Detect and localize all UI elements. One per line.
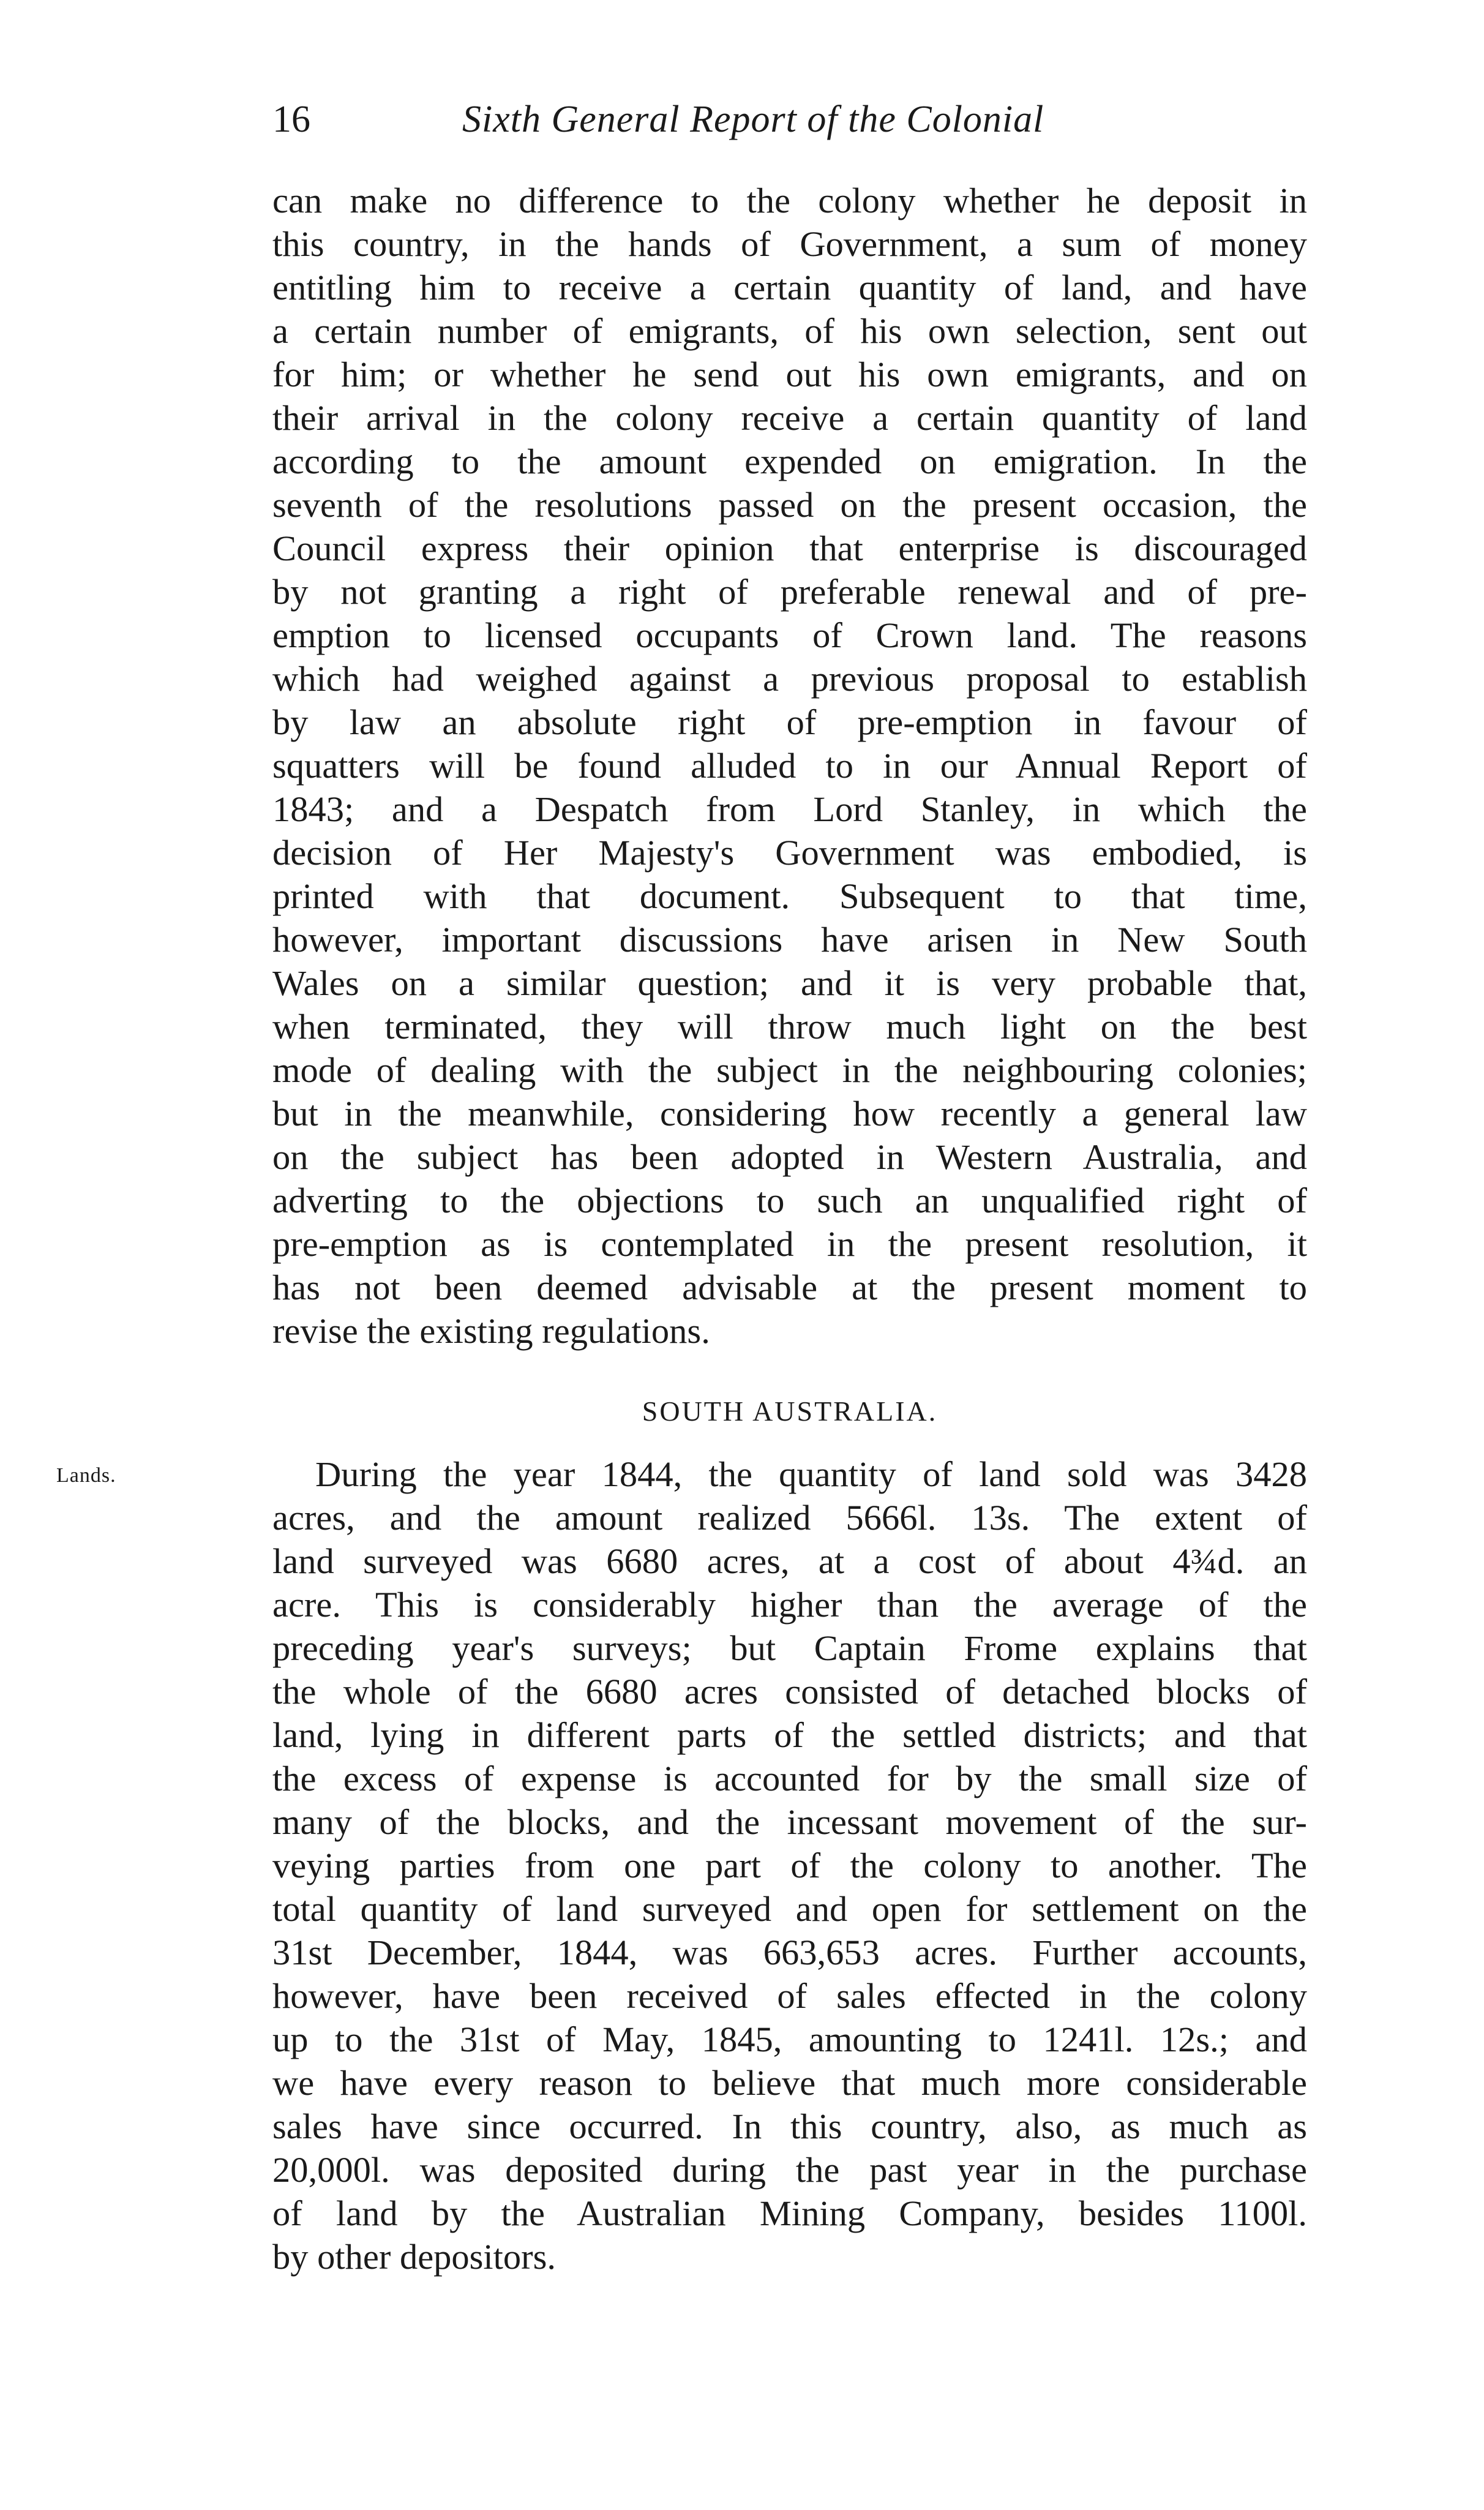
text-line: mode of dealing with the subject in the neighbouring colonies; — [272, 1050, 1307, 1090]
text-line: preceding year's surveys; but Captain Frome explains that — [272, 1628, 1307, 1668]
text-line: sales have since occurred. In this country, also, as much as — [272, 2106, 1307, 2146]
text-line: for him; or whether he send out his own emigrants, and on — [272, 355, 1307, 394]
text-line: printed with that document. Subsequent to that time, — [272, 876, 1307, 916]
text-line: by not granting a right of preferable renewal and of pre- — [272, 572, 1307, 612]
text-line: squatters will be found alluded to in our Annual Report of — [272, 746, 1307, 786]
text-line: pre-emption as is contemplated in the present resolution, it — [272, 1224, 1307, 1264]
text-line: 1843; and a Despatch from Lord Stanley, in which the — [272, 789, 1307, 829]
running-head — [272, 92, 1307, 147]
text-line: of land by the Australian Mining Company, besides 1100l. — [272, 2193, 1307, 2233]
text-line: up to the 31st of May, 1845, amounting to 1241l. 12s.; and — [272, 2020, 1307, 2059]
text-line: decision of Her Majesty's Government was embodied, is — [272, 833, 1307, 873]
text-line: their arrival in the colony receive a certain quantity of land — [272, 398, 1307, 438]
text-line: on the subject has been adopted in Western Australia, and — [272, 1137, 1307, 1177]
running-title: Sixth General Report of the Colonial — [462, 99, 1044, 140]
text-line: entitling him to receive a certain quantity of land, and have — [272, 268, 1307, 307]
text-line: the excess of expense is accounted for by the small size of — [272, 1759, 1307, 1798]
text-line: emption to licensed occupants of Crown land. The reasons — [272, 615, 1307, 655]
margin-note: Lands. — [56, 1464, 116, 1487]
text-line: acre. This is considerably higher than the average of the — [272, 1585, 1307, 1625]
paragraph-south-australia — [272, 1452, 1307, 2279]
text-line: can make no difference to the colony whether he deposit in — [272, 181, 1307, 220]
text-line: when terminated, they will throw much light on the best — [272, 1007, 1307, 1046]
text-line: we have every reason to believe that much more considerable — [272, 2063, 1307, 2103]
page-number: 16 — [272, 99, 310, 140]
text-line: land, lying in different parts of the settled districts; and that — [272, 1715, 1307, 1755]
text-line: total quantity of land surveyed and open for settlement on the — [272, 1889, 1307, 1929]
text-line: has not been deemed advisable at the present moment to — [272, 1268, 1307, 1307]
section-heading: SOUTH AUSTRALIA. — [642, 1396, 938, 1427]
paragraph-continued — [272, 179, 1307, 1353]
text-line: however, have been received of sales effected in the colony — [272, 1976, 1307, 2016]
text-line: by law an absolute right of pre-emption in favour of — [272, 702, 1307, 742]
text-line: land surveyed was 6680 acres, at a cost of about 4¾d. an — [272, 1541, 1307, 1581]
text-line: During the year 1844, the quantity of land sold was 3428 — [315, 1454, 1307, 1494]
text-line: however, important discussions have arisen in New South — [272, 920, 1307, 960]
text-line: many of the blocks, and the incessant movement of the sur- — [272, 1802, 1307, 1842]
text-line: adverting to the objections to such an unqualified right of — [272, 1181, 1307, 1220]
text-line: revise the existing regulations. — [272, 1311, 710, 1351]
text-line: by other depositors. — [272, 2237, 556, 2277]
text-line: acres, and the amount realized 5666l. 13s. The extent of — [272, 1498, 1307, 1538]
text-line: Council express their opinion that enterprise is discouraged — [272, 528, 1307, 568]
text-line: 20,000l. was deposited during the past year in the purchase — [272, 2150, 1307, 2190]
text-line: veying parties from one part of the colony to another. The — [272, 1846, 1307, 1885]
text-line: a certain number of emigrants, of his own selection, sent out — [272, 311, 1307, 351]
text-line: according to the amount expended on emigration. In the — [272, 442, 1307, 481]
text-line: which had weighed against a previous proposal to establish — [272, 659, 1307, 699]
text-line: seventh of the resolutions passed on the present occasion, the — [272, 485, 1307, 525]
text-line: Wales on a similar question; and it is very probable that, — [272, 963, 1307, 1003]
text-line: the whole of the 6680 acres consisted of detached blocks of — [272, 1672, 1307, 1712]
text-line: 31st December, 1844, was 663,653 acres. Further accounts, — [272, 1933, 1307, 1972]
text-line: but in the meanwhile, considering how recently a general law — [272, 1094, 1307, 1133]
text-line: this country, in the hands of Government, a sum of money — [272, 224, 1307, 264]
